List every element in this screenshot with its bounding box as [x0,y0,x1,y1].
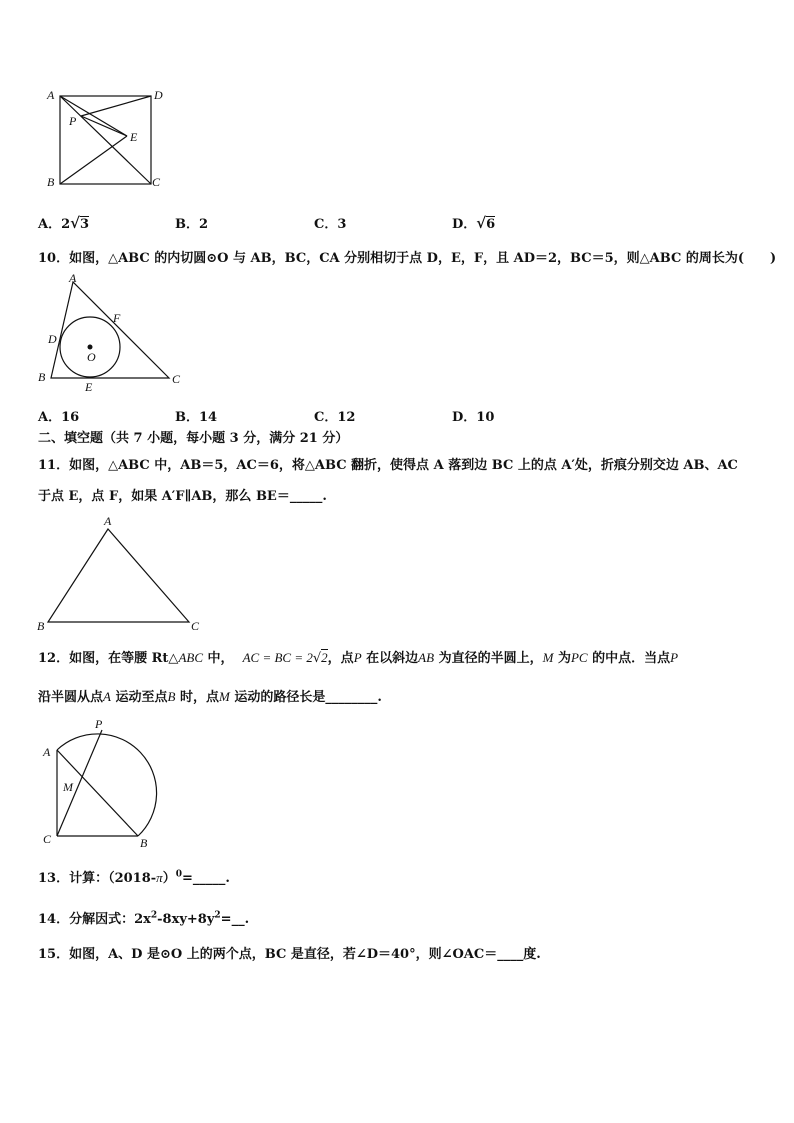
q13-text-3: =_____. [181,871,230,886]
q9-label-c: C [152,175,161,189]
q13-text-1: 13．计算：（2018- [38,871,157,886]
q9-option-d: D．√6 [452,214,496,232]
q14-text-2: -8xy+8y [157,912,215,927]
q12-text-2: 中， [203,651,234,666]
q10-option-c: C．12 [314,410,356,425]
q12-text-1: 12．如图，在等腰 Rt△ [38,651,179,666]
q9-segment-be [60,136,127,184]
q10-label-c: C [172,372,181,386]
q9-segment-pd [81,96,151,116]
q14-question [38,912,249,928]
q12-label-b: B [140,836,148,850]
q10-question: 10．如图，△ABC 的内切圆⊙O 与 AB，BC，CA 分别相切于点 D，E，F，且 AD＝2，BC＝5，则△ABC 的周长为( ) [38,251,777,266]
q12-text-10: 时，点 [175,690,219,705]
q14-exponent-2: 2 [214,910,221,921]
q12-line-1: 12．如图，在等腰 Rt△ABC 中， AC = BC = 2√2，点P 在以斜边AB 为直径的半圆上，M 为PC 的中点．当点P [38,650,679,666]
q10-option-d: D．10 [452,410,495,425]
q12-label-a: A [43,745,51,759]
q12-text-4: 在以斜边 [361,651,419,666]
q14-text-1: 14．分解因式：2x [38,912,151,927]
q11-line-2: 于点 E，点 F，如果 A′F∥AB，那么 BE＝_____. [38,489,327,504]
q12-text-6: 为 [553,651,571,666]
q9-option-a: A．2√3 [38,214,90,232]
q10-option-b: B．14 [175,410,218,425]
q12-pc: PC [570,650,588,665]
q11-label-b: B [37,619,45,633]
q11-label-c: C [191,619,200,633]
q12-text-8: 沿半圆从点 [38,690,104,705]
q9-label-e: E [130,130,138,144]
q10-triangle [51,282,169,378]
q9-option-a-text: A．2 [38,217,71,232]
q12-text-11: 运动的路径长是________. [229,690,382,705]
q14-exponent-1: 2 [150,910,158,921]
q11-figure [34,512,214,637]
q9-option-d-radicand: 6 [486,217,496,232]
q12-abc: ABC [178,650,203,665]
q12-b: B [167,689,176,704]
q9-figure [40,85,170,195]
q12-p: P [353,650,362,665]
section-2-heading: 二、填空题（共 7 小题，每小题 3 分，满分 21 分） [38,431,349,446]
q10-label-d: D [48,332,57,346]
q13-text-2: ） [162,871,176,886]
q12-figure [35,712,170,852]
q12-formula: AC = BC = 2 [242,650,313,665]
q13-question [38,870,230,887]
q9-option-a-radicand: 3 [80,217,90,232]
q12-m2: M [218,689,230,704]
q12-formula-radicand: 2 [321,650,328,665]
q13-pi: π [156,870,163,885]
q12-a: A [103,689,111,704]
q12-p2: P [670,650,679,665]
q10-center-dot [88,345,93,350]
q9-label-b: B [47,175,55,189]
q11-line-1: 11．如图，△ABC 中，AB＝5，AC＝6，将△ABC 翻折，使得点 A 落到边 BC 上的点 A′处，折痕分别交边 AB、AC [38,458,738,473]
q9-option-c: C．3 [314,217,347,232]
q12-label-m: M [63,780,73,794]
q12-m: M [542,650,554,665]
q10-label-f: F [113,311,121,325]
q10-figure [33,270,193,395]
q9-label-a: A [47,88,55,102]
q10-option-a: A．16 [38,410,80,425]
q12-text-7: 的中点．当点 [587,651,671,666]
q11-triangle [48,529,189,622]
q12-text-3: ，点 [327,651,354,666]
q9-option-d-text: D． [452,217,477,232]
q13-exponent: 0 [175,869,182,880]
q15-question: 15．如图，A、D 是⊙O 上的两个点，BC 是直径，若∠D＝40°，则∠OAC＝____度. [38,947,541,962]
q12-label-c: C [43,832,52,846]
q10-label-o: O [87,350,96,364]
q9-segment-pe [81,116,127,136]
q12-text-9: 运动至点 [110,690,168,705]
q12-ab: AB [418,650,435,665]
q9-option-b: B．2 [175,217,209,232]
q10-label-b: B [38,370,46,384]
q12-line-2 [38,689,382,706]
q14-text-3: =__. [220,912,250,927]
q9-label-d: D [154,88,163,102]
q11-label-a: A [104,514,112,528]
q12-label-p: P [95,717,103,731]
q10-label-a: A [69,271,77,285]
q9-label-p: P [69,114,77,128]
q12-text-5: 为直径的半圆上， [434,651,543,666]
q10-label-e: E [85,380,93,394]
